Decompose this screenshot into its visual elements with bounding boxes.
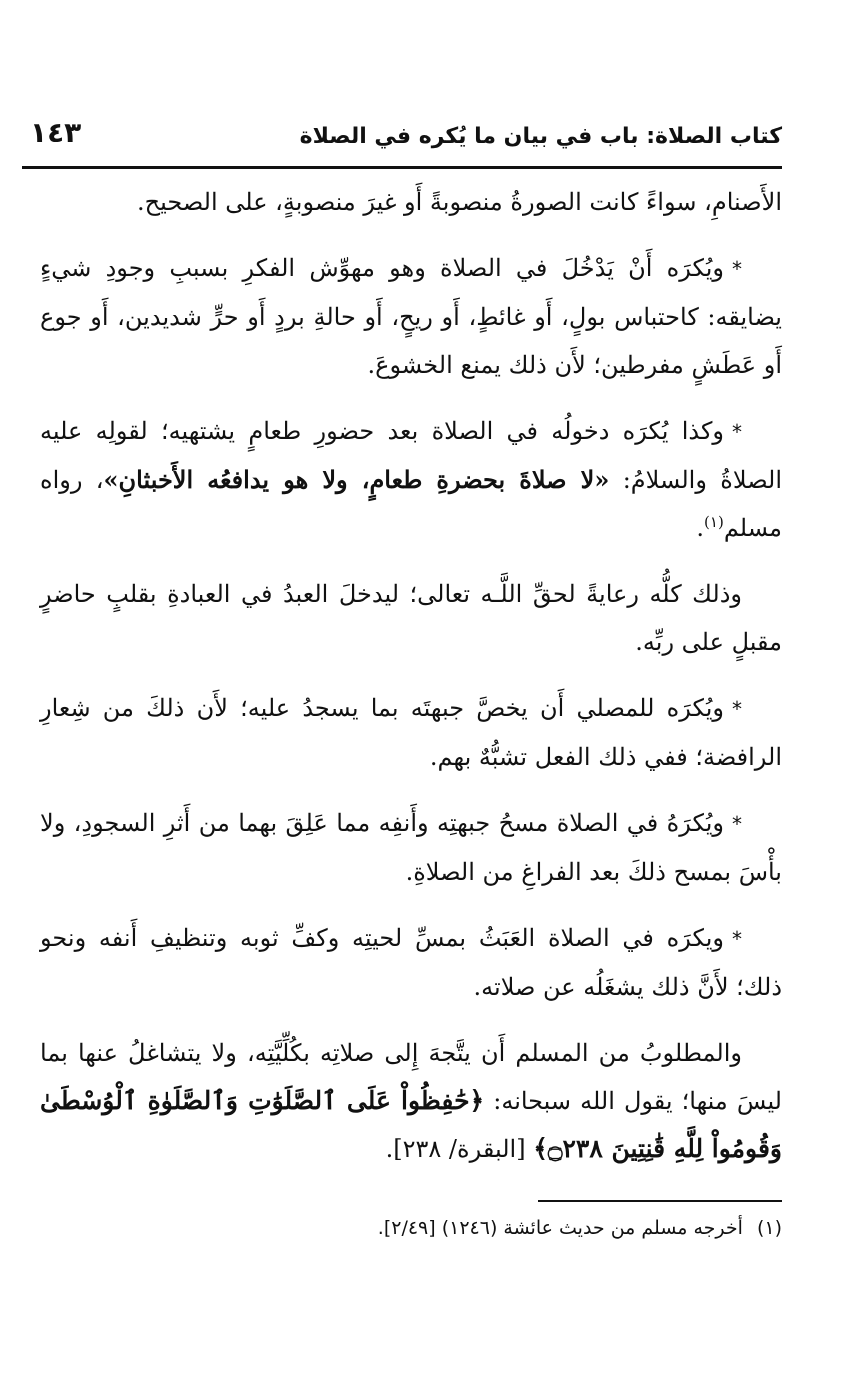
- paragraph-6: [40, 799, 782, 896]
- page-body: [40, 178, 782, 1173]
- paragraph-3-text: وكذا يُكرَه دخولُه في الصلاة بعد حضورِ طعامٍ يشتهيه؛ لقولِه عليه الصلاةُ والسلامُ:: [40, 417, 782, 494]
- paragraph-7: [40, 914, 782, 1011]
- paragraph-5-text: ويُكرَه للمصلي أَن يخصَّ جبهتَه بما يسجدُ عليه؛ لأَن ذلكَ من شِعارِ الرافضة؛ ففي ذلك الفعل تشبُّهٌ بهم.: [40, 694, 782, 771]
- paragraph-3-period: .: [696, 514, 705, 542]
- quran-verse: ﴿حَٰفِظُواْ عَلَى ٱلصَّلَوَٰتِ وَٱلصَّلَوٰةِ ٱلْوُسْطَىٰ وَقُومُواْ لِلَّهِ قَٰنِتِينَ ۝٢٣٨﴾: [40, 1086, 782, 1163]
- footnote-reference[interactable]: (١): [704, 513, 724, 531]
- star-marker: *: [732, 257, 742, 281]
- paragraph-2: [40, 244, 782, 389]
- paragraph-6-text: ويُكرَهُ في الصلاة مسحُ جبهتِه وأَنفِه مما عَلِقَ بهما من أَثرِ السجودِ، ولا بأْسَ بمسح ذلكَ بعد الفراغِ من الصلاةِ.: [40, 809, 782, 886]
- hadith-quote: «لا صلاةَ بحضرةِ طعامٍ، ولا هو يدافعُه الأَخبثانِ»: [103, 465, 610, 494]
- paragraph-5: [40, 684, 782, 781]
- star-marker: *: [732, 812, 742, 836]
- star-marker: *: [732, 927, 742, 951]
- footnote-divider: [538, 1200, 782, 1202]
- footnote-number: (١): [756, 1217, 782, 1239]
- paragraph-7-text: ويكرَه في الصلاة العَبَثُ بمسِّ لحيتِه وكفِّ ثوبه وتنظيفِ أَنفه ونحو ذلك؛ لأَنَّ ذلك يشغَلُه عن صلاته.: [40, 924, 782, 1001]
- paragraph-2-text: ويُكرَه أَنْ يَدْخُلَ في الصلاة وهو مهوِّش الفكرِ بسببِ وجودِ شيءٍ يضايقه: كاحتباس بولٍ، أَو غائطٍ، أَو ريحٍ، أَو حالةِ بردٍ أَو حرٍّ شديدين، أَو جوع أَو عَطَشٍ مفرطين؛ لأَن ذلك يمنع الخشوعَ.: [40, 254, 782, 379]
- star-marker: *: [732, 420, 743, 444]
- verse-reference: [البقرة/ ٢٣٨].: [385, 1135, 534, 1163]
- paragraph-3: [40, 407, 782, 552]
- page-header: [22, 112, 782, 169]
- page-number: ١٤٣: [30, 116, 82, 149]
- star-marker: *: [732, 697, 742, 721]
- paragraph-8: [40, 1029, 782, 1173]
- footnote: [40, 1214, 782, 1242]
- paragraph-8-text: والمطلوبُ من المسلم أَن يتَّجهَ إِلى صلاتِه بكُلِّيَّتِه، ولا يتشاغلُ عنها بما ليسَ منها؛ يقول الله سبحانه:: [40, 1039, 782, 1115]
- footnote-text: أخرجه مسلم من حديث عائشة (١٢٤٦) [٢/٤٩].: [377, 1217, 743, 1239]
- paragraph-3-source: ، رواه مسلم: [40, 466, 782, 542]
- paragraph-1: الأَصنامِ، سواءً كانت الصورةُ منصوبةً أَو غيرَ منصوبةٍ، على الصحيح.: [136, 188, 782, 216]
- paragraph-4: وذلك كلُّه رعايةً لحقِّ اللَّـه تعالى؛ ليدخلَ العبدُ في العبادةِ بقلبٍ حاضرٍ مقبلٍ على ربِّه.: [40, 580, 782, 656]
- running-title: كتاب الصلاة: باب في بيان ما يُكره في الصلاة: [299, 124, 782, 149]
